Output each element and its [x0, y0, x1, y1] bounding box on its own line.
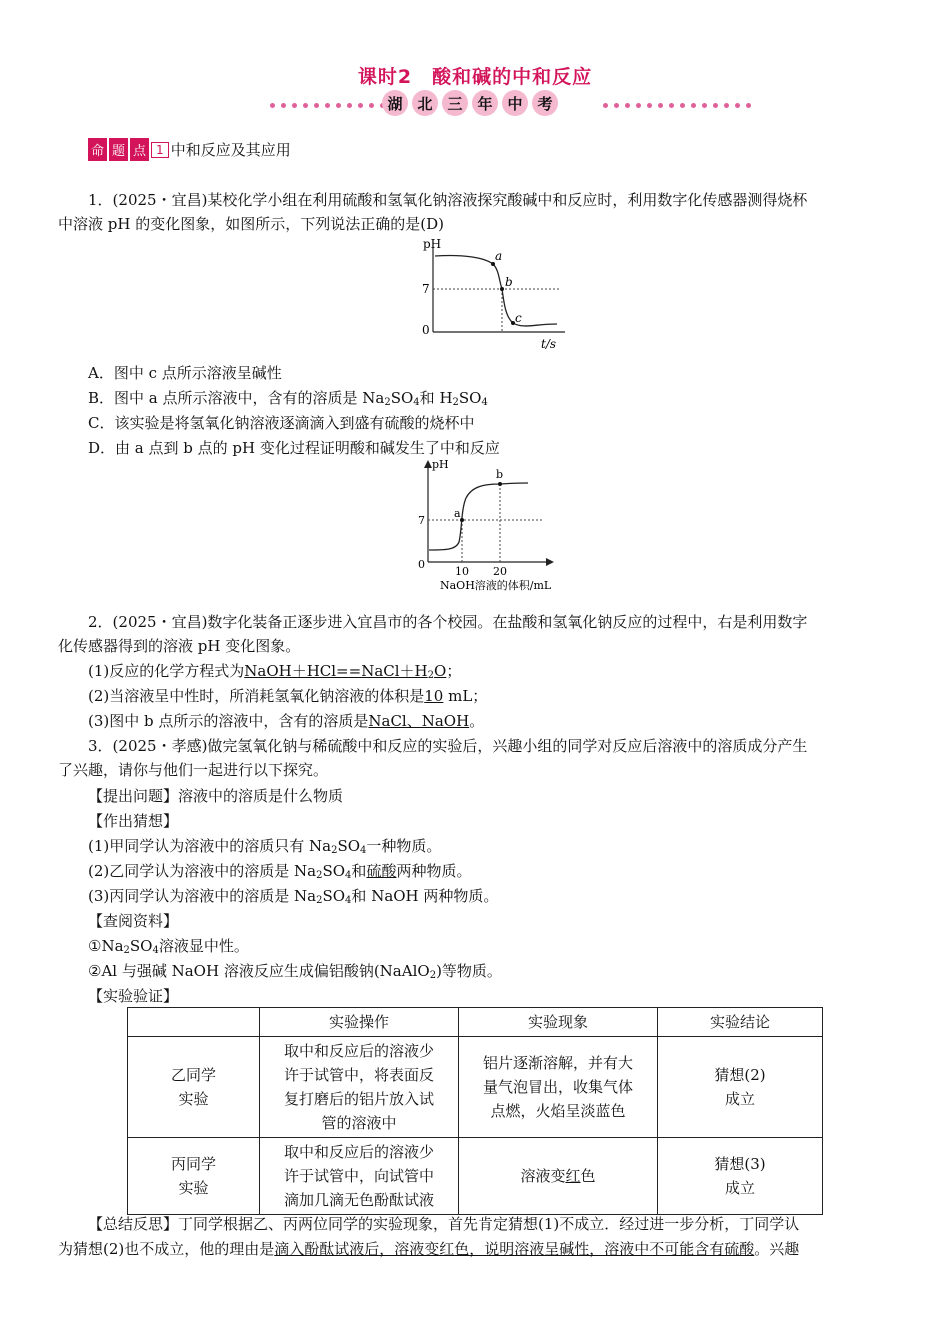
- experiment-table: [127, 1007, 823, 1215]
- q2-answer-equation: $NaOH+HCl==NaCl+H_2O$: [244, 662, 447, 681]
- table-cell: 乙同学 实验: [128, 1037, 260, 1138]
- q3-guess3: (3)丙同学认为溶液中的溶质是 $Na_2SO_4$和 NaOH 两种物质。: [88, 887, 499, 906]
- table-cell: 猜想(3) 成立: [658, 1138, 823, 1215]
- topic-tag: 命: [88, 138, 107, 161]
- lesson-title: 课时2 酸和碱的中和反应: [357, 66, 593, 88]
- tick-10: 10: [455, 565, 469, 578]
- q2-answer-volume: 10: [424, 687, 444, 705]
- label-a: a: [454, 507, 461, 520]
- y-axis-label: pH: [423, 237, 442, 251]
- topic-number: 1: [151, 142, 169, 158]
- q3-summary-line2: 为猜想(2)也不成立，他的理由是滴入酚酞试液后，溶液变红色，说明溶液呈碱性，溶液中不可能含有硫酸。兴趣: [58, 1240, 800, 1258]
- table-answer-color: 红: [565, 1167, 581, 1185]
- topic-tag: 点: [130, 138, 149, 161]
- q2-stem-line1: 2．(2025・宜昌)数字化装备正逐步进入宜昌市的各个校园。在盐酸和氢氧化钠反应的过程中，右是利用数字: [88, 613, 808, 631]
- banner-char: 湖: [382, 90, 408, 116]
- label-b: b: [496, 468, 504, 481]
- q3-verify-heading: 【实验验证】: [88, 987, 179, 1005]
- point-a: [460, 518, 464, 522]
- table-cell: 取中和反应后的溶液少 许于试管中，将表面反 复打磨后的铝片放入试 管的溶液中: [260, 1037, 459, 1138]
- table-cell: 猜想(2) 成立: [658, 1037, 823, 1138]
- q3-guess1: (1)甲同学认为溶液中的溶质只有 $Na_2SO_4$一种物质。: [88, 837, 442, 856]
- label-c: c: [515, 311, 522, 325]
- y-axis-arrow: [424, 460, 432, 468]
- header-cell: 实验操作: [260, 1008, 459, 1037]
- q2-stem-line2: 化传感器得到的溶液 pH 变化图象。: [58, 637, 301, 655]
- q1-option-b: B．图中 a 点所示溶液中，含有的溶质是 $Na_2SO_4$和 $H_2SO_4$: [88, 389, 488, 408]
- y-axis-label: pH: [432, 458, 449, 471]
- topic-heading: [88, 138, 291, 161]
- q3-guess2: (2)乙同学认为溶液中的溶质是 $Na_2SO_4$和硫酸两种物质。: [88, 862, 472, 881]
- table-cell: 铝片逐渐溶解，并有大 量气泡冒出，收集气体 点燃，火焰呈淡蓝色: [459, 1037, 658, 1138]
- header-cell: 实验现象: [459, 1008, 658, 1037]
- banner-char: 考: [532, 90, 558, 116]
- q3-stem-line1: 3．(2025・孝感)做完氢氧化钠与稀硫酸中和反应的实验后，兴趣小组的同学对反应后溶液中的溶质成分产生: [88, 737, 808, 755]
- header-cell: 实验结论: [658, 1008, 823, 1037]
- table-cell: 取中和反应后的溶液少 许于试管中，向试管中 滴加几滴无色酚酞试液: [260, 1138, 459, 1215]
- ph-curve: [429, 483, 528, 550]
- q1-stem-line2: 中溶液 pH 的变化图象，如图所示，下列说法正确的是(D): [58, 215, 444, 233]
- q3-ref2: ②Al 与强碱 NaOH 溶液反应生成偏铝酸钠(NaAlO$_2$)等物质。: [88, 962, 502, 981]
- q3-ref1: $①Na_2SO_4$溶液显中性。: [88, 937, 249, 956]
- point-b: [498, 482, 502, 486]
- q2-part1: (1)反应的化学方程式为$NaOH+HCl==NaCl+H_2O$；: [88, 662, 462, 681]
- banner-char: 三: [442, 90, 468, 116]
- q2-part2: (2)当溶液呈中性时，所消耗氢氧化钠溶液的体积是10 mL；: [88, 687, 488, 705]
- q3-ref-heading: 【查阅资料】: [88, 912, 179, 930]
- table-cell: 溶液变红色: [459, 1138, 658, 1215]
- q3-guess-heading: 【作出猜想】: [88, 812, 179, 830]
- q1-option-c: C．该实验是将氢氧化钠溶液逐滴滴入到盛有硫酸的烧杯中: [88, 414, 475, 432]
- banner-char: 中: [502, 90, 528, 116]
- ph-time-chart: [405, 236, 575, 354]
- origin-label: 0: [422, 323, 430, 337]
- q1-stem-line1: 1．(2025・宜昌)某校化学小组在利用硫酸和氢氧化钠溶液探究酸碱中和反应时，利用数字化传感器测得烧杯: [88, 191, 808, 209]
- label-a: a: [495, 249, 503, 263]
- ph-curve: [435, 255, 557, 325]
- x-axis-label: t/s: [541, 337, 557, 351]
- table-cell: 丙同学 实验: [128, 1138, 260, 1215]
- tick-20: 20: [493, 565, 507, 578]
- banner-char: 北: [412, 90, 438, 116]
- tick-7: 7: [418, 514, 425, 527]
- q3-answer-guess2: 硫酸: [366, 862, 397, 880]
- x-axis-label: NaOH溶液的体积/mL: [440, 579, 552, 592]
- q2-part3: (3)图中 b 点所示的溶液中，含有的溶质是NaCl、NaOH。: [88, 712, 485, 730]
- ph-volume-chart: [410, 458, 560, 596]
- origin-label: 0: [418, 558, 425, 571]
- right-dot-divider: [603, 103, 751, 111]
- q3-summary-line1: 【总结反思】丁同学根据乙、丙两位同学的实验现象，首先肯定猜想(1)不成立．经过进一步分析，丁同学认: [88, 1215, 800, 1233]
- tick-7: 7: [422, 282, 430, 296]
- q3-stem-line2: 了兴趣，请你与他们一起进行以下探究。: [58, 761, 329, 779]
- table-header-row: [128, 1008, 823, 1037]
- section-banner: [382, 90, 558, 116]
- topic-tag: 题: [109, 138, 128, 161]
- table-row: [128, 1138, 823, 1215]
- q2-answer-solutes: NaCl、NaOH: [368, 712, 470, 730]
- x-axis-arrow: [546, 558, 554, 566]
- header-cell: [128, 1008, 260, 1037]
- topic-text: 中和反应及其应用: [170, 141, 291, 159]
- label-b: b: [505, 275, 513, 289]
- table-row: [128, 1037, 823, 1138]
- q1-option-d: D．由 a 点到 b 点的 pH 变化过程证明酸和碱发生了中和反应: [88, 439, 500, 457]
- banner-char: 年: [472, 90, 498, 116]
- q1-option-a: A．图中 c 点所示溶液呈碱性: [88, 364, 282, 382]
- point-b: [500, 287, 504, 291]
- q3-answer-reason: 滴入酚酞试液后，溶液变红色，说明溶液呈碱性，溶液中不可能含有硫酸: [274, 1240, 755, 1258]
- q3-ask: 【提出问题】溶液中的溶质是什么物质: [88, 787, 344, 805]
